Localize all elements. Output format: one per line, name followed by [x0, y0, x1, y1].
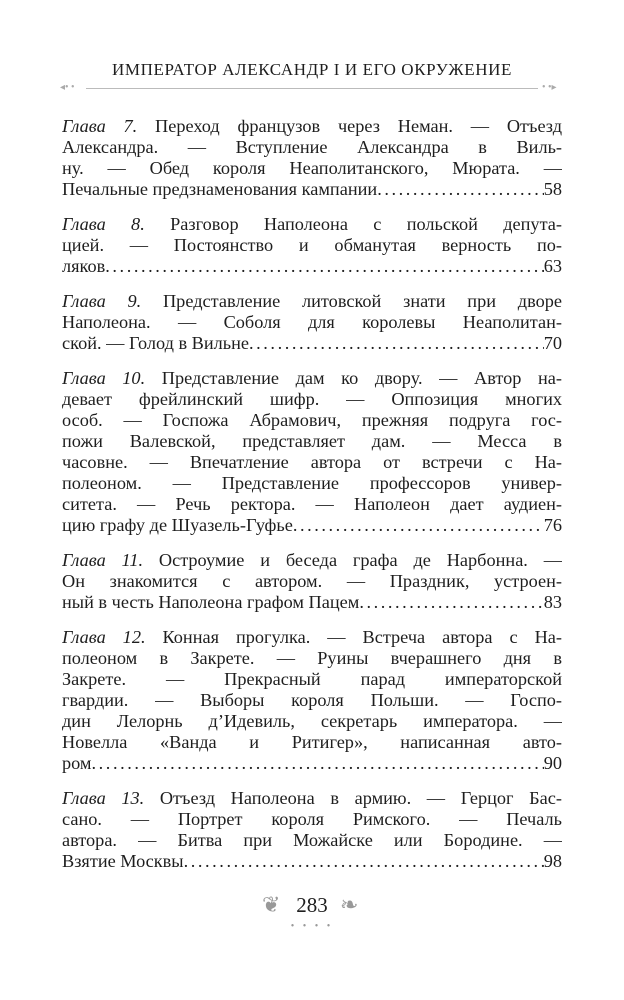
toc-line	[62, 137, 562, 158]
toc-text: ляков	[62, 256, 106, 276]
dot-leader	[359, 592, 543, 613]
toc-text: гвардии. — Выборы короля Польши. — Госпо-	[62, 690, 562, 710]
toc-text: Взятие Москвы	[62, 851, 184, 871]
toc-page-number: 90	[543, 753, 562, 773]
toc-text: сано. — Портрет короля Римского. — Печаль	[62, 809, 562, 829]
header-rule	[86, 88, 538, 89]
toc-text: Наполеона. — Соболя для королевы Неаполитан-	[62, 312, 562, 332]
toc-entry	[62, 368, 562, 536]
running-header: ИМПЕРАТОР АЛЕКСАНДР I И ЕГО ОКРУЖЕНИЕ	[112, 60, 512, 79]
toc-entry	[62, 627, 562, 774]
toc-text: Печальные предзнаменования кампании	[62, 179, 378, 199]
toc-text: особ. — Госпожа Абрамович, прежняя подруга гос-	[62, 410, 562, 430]
toc-text: Представление литовской знати при дворе	[162, 291, 562, 311]
toc-text: Представление дам ко двору. — Автор на-	[161, 368, 562, 388]
toc-text: Конная прогулка. — Встреча автора с На-	[162, 627, 562, 647]
toc-page-number: 58	[543, 179, 562, 199]
toc-line	[62, 410, 562, 431]
toc-text: пожи Валевской, представляет дам. — Месса в	[62, 431, 562, 451]
toc-entry	[62, 116, 562, 200]
toc-line	[62, 809, 562, 830]
toc-text: ну. — Обед короля Неаполитанского, Мюрата. —	[62, 158, 562, 178]
toc-text: Разговор Наполеона с польской депута-	[170, 214, 562, 234]
toc-line	[62, 753, 562, 774]
toc-text: Остроумие и беседа графа де Нарбонна. —	[158, 550, 562, 570]
toc-line	[62, 256, 562, 277]
toc-text: ситета. — Речь ректора. — Наполеон дает аудиен-	[62, 494, 562, 514]
dot-leader	[92, 753, 544, 774]
toc-text: часовне. — Впечатление автора от встречи с На-	[62, 452, 562, 472]
toc-page-number: 76	[543, 515, 562, 535]
toc-line	[62, 473, 562, 494]
ornament-right-icon: • •▸	[542, 82, 557, 93]
toc-line	[62, 830, 562, 851]
dot-leader	[105, 256, 543, 277]
toc-text: Новелла «Ванда и Ритигер», написанная авто-	[62, 732, 562, 752]
toc-line	[62, 550, 562, 571]
toc-text: Переход французов через Неман. — Отъезд	[155, 116, 562, 136]
toc-line	[62, 333, 562, 354]
toc-line	[62, 515, 562, 536]
toc-text: девает фрейлинский шифр. — Оппозиция многих	[62, 389, 562, 409]
toc-page-number: 98	[543, 851, 562, 871]
toc-entry	[62, 788, 562, 872]
toc-text: ской. — Голод в Вильне	[62, 333, 249, 353]
toc-line	[62, 389, 562, 410]
toc-text: ром	[62, 753, 92, 773]
toc-line	[62, 788, 562, 809]
chapter-label: Глава 7.	[62, 116, 138, 136]
toc-line	[62, 291, 562, 312]
toc-text: цию графу де Шуазель-Гуфье	[62, 515, 293, 535]
table-of-contents	[62, 116, 562, 886]
toc-line	[62, 592, 562, 613]
toc-entry	[62, 214, 562, 277]
toc-page-number: 70	[543, 333, 562, 353]
toc-line	[62, 452, 562, 473]
toc-line	[62, 431, 562, 452]
toc-line	[62, 116, 562, 137]
chapter-label: Глава 13.	[62, 788, 145, 808]
toc-line	[62, 235, 562, 256]
toc-line	[62, 732, 562, 753]
toc-line	[62, 571, 562, 592]
chapter-label: Глава 11.	[62, 550, 144, 570]
toc-text: ный в честь Наполеона графом Пацем	[62, 592, 360, 612]
folio-dots: • • • •	[290, 921, 334, 932]
toc-line	[62, 627, 562, 648]
page-number: 283	[296, 893, 328, 917]
dot-leader	[377, 179, 544, 200]
toc-line	[62, 690, 562, 711]
toc-text: полеоном в Закрете. — Руины вчерашнего дня в	[62, 648, 562, 668]
chapter-label: Глава 8.	[62, 214, 145, 234]
toc-text: автора. — Битва при Можайске или Бородине. —	[62, 830, 562, 850]
dot-leader	[249, 333, 544, 354]
flourish-right-icon: ❧	[340, 892, 359, 917]
toc-text: цией. — Постоянство и обманутая верность по-	[62, 235, 562, 255]
toc-page-number: 63	[543, 256, 562, 276]
dot-leader	[293, 515, 544, 536]
toc-text: дин Лелорнь д’Идевиль, секретарь императора. —	[62, 711, 562, 731]
toc-line	[62, 158, 562, 179]
toc-line	[62, 711, 562, 732]
flourish-left-icon: ❦	[262, 892, 281, 917]
toc-page-number: 83	[543, 592, 562, 612]
chapter-label: Глава 10.	[62, 368, 146, 388]
toc-line	[62, 214, 562, 235]
toc-line	[62, 669, 562, 690]
toc-text: полеоном. — Представление профессоров универ-	[62, 473, 562, 493]
toc-line	[62, 851, 562, 872]
chapter-label: Глава 9.	[62, 291, 142, 311]
toc-text: Отъезд Наполеона в армию. — Герцог Бас-	[159, 788, 562, 808]
toc-text: Он знакомится с автором. — Праздник, устроен-	[62, 571, 562, 591]
toc-line	[62, 648, 562, 669]
toc-line	[62, 494, 562, 515]
toc-text: Закрете. — Прекрасный парад императорской	[62, 669, 562, 689]
toc-text: Александра. — Вступление Александра в Виль-	[62, 137, 562, 157]
ornament-left-icon: ◂• •	[60, 82, 75, 93]
dot-leader	[184, 851, 544, 872]
toc-entry	[62, 550, 562, 613]
chapter-label: Глава 12.	[62, 627, 146, 647]
toc-line	[62, 368, 562, 389]
toc-line	[62, 312, 562, 333]
toc-entry	[62, 291, 562, 354]
toc-line	[62, 179, 562, 200]
